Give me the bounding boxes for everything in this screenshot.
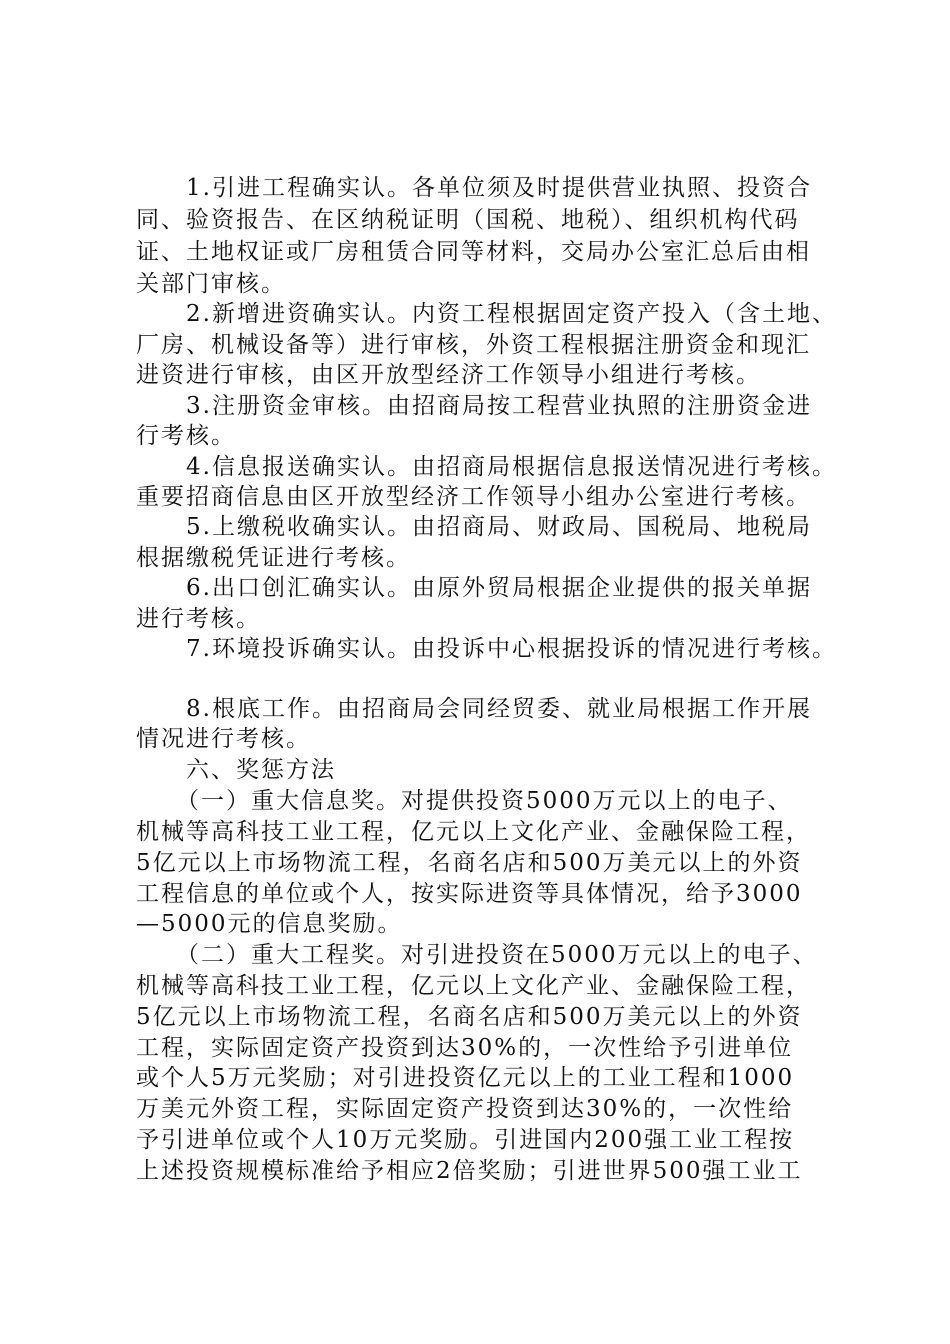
paragraph-2-line-3: 进资进行审核，由区开放型经济工作领导小组进行考核。 <box>136 362 761 388</box>
paragraph-1-line-2: 同、验资报告、在区纳税证明（国税、地税）、组织机构代码 <box>136 207 800 233</box>
paragraph-3-line-2: 行考核。 <box>136 423 236 449</box>
paragraph-2-line-1: 2.新增进资确实认。内资工程根据固定资产投入（含土地、 <box>186 301 837 327</box>
paragraph-10-line-1: （二）重大工程奖。对引进投资在5000万元以上的电子、 <box>176 942 818 968</box>
paragraph-1-line-1: 1.引进工程确实认。各单位须及时提供营业执照、投资合 <box>186 175 812 201</box>
section-heading-rewards: 六、奖惩方法 <box>186 757 336 783</box>
paragraph-1-line-3: 证、土地权证或厂房租赁合同等材料，交局办公室汇总后由相 <box>136 239 811 265</box>
paragraph-6-line-1: 6.出口创汇确实认。由原外贸局根据企业提供的报关单据 <box>186 575 812 601</box>
paragraph-3-line-1: 3.注册资金审核。由招商局按工程营业执照的注册资金进 <box>186 393 812 419</box>
paragraph-10-line-8: 上述投资规模标准给予相应2倍奖励；引进世界500强工业工 <box>136 1158 803 1184</box>
paragraph-4-line-2: 重要招商信息由区开放型经济工作领导小组办公室进行考核。 <box>136 484 811 510</box>
paragraph-9-line-5: —5000元的信息奖励。 <box>136 911 403 937</box>
paragraph-4-line-1: 4.信息报送确实认。由招商局根据信息报送情况进行考核。 <box>186 454 837 480</box>
paragraph-1-line-4: 关部门审核。 <box>136 271 286 297</box>
paragraph-9-line-3: 5亿元以上市场物流工程，名商名店和500万美元以上的外资 <box>136 850 803 876</box>
paragraph-10-line-6: 万美元外资工程，实际固定资产投资到达30%的，一次性给 <box>136 1096 794 1122</box>
paragraph-8-line-1: 8.根底工作。由招商局会同经贸委、就业局根据工作开展 <box>186 696 812 722</box>
paragraph-9-line-4: 工程信息的单位或个人，按实际进资等具体情况，给予3000 <box>136 881 803 907</box>
paragraph-10-line-7: 予引进单位或个人10万元奖励。引进国内200强工业工程按 <box>136 1127 795 1153</box>
paragraph-7-line-1: 7.环境投诉确实认。由投诉中心根据投诉的情况进行考核。 <box>186 636 837 662</box>
paragraph-5-line-1: 5.上缴税收确实认。由招商局、财政局、国税局、地税局 <box>186 514 812 540</box>
paragraph-10-line-5: 或个人5万元奖励；对引进投资亿元以上的工业工程和1000 <box>136 1065 795 1091</box>
paragraph-10-line-2: 机械等高科技工业工程，亿元以上文化产业、金融保险工程， <box>136 973 811 999</box>
paragraph-10-line-3: 5亿元以上市场物流工程，名商名店和500万美元以上的外资 <box>136 1004 803 1030</box>
paragraph-2-line-2: 厂房、机械设备等）进行审核，外资工程根据注册资金和现汇 <box>136 332 811 358</box>
paragraph-9-line-2: 机械等高科技工业工程，亿元以上文化产业、金融保险工程， <box>136 819 811 845</box>
paragraph-10-line-4: 工程，实际固定资产投资到达30%的，一次性给予引进单位 <box>136 1035 794 1061</box>
paragraph-8-line-2: 情况进行考核。 <box>136 726 311 752</box>
paragraph-6-line-2: 进行考核。 <box>136 606 261 632</box>
paragraph-5-line-2: 根据缴税凭证进行考核。 <box>136 545 411 571</box>
paragraph-9-line-1: （一）重大信息奖。对提供投资5000万元以上的电子、 <box>176 788 793 814</box>
